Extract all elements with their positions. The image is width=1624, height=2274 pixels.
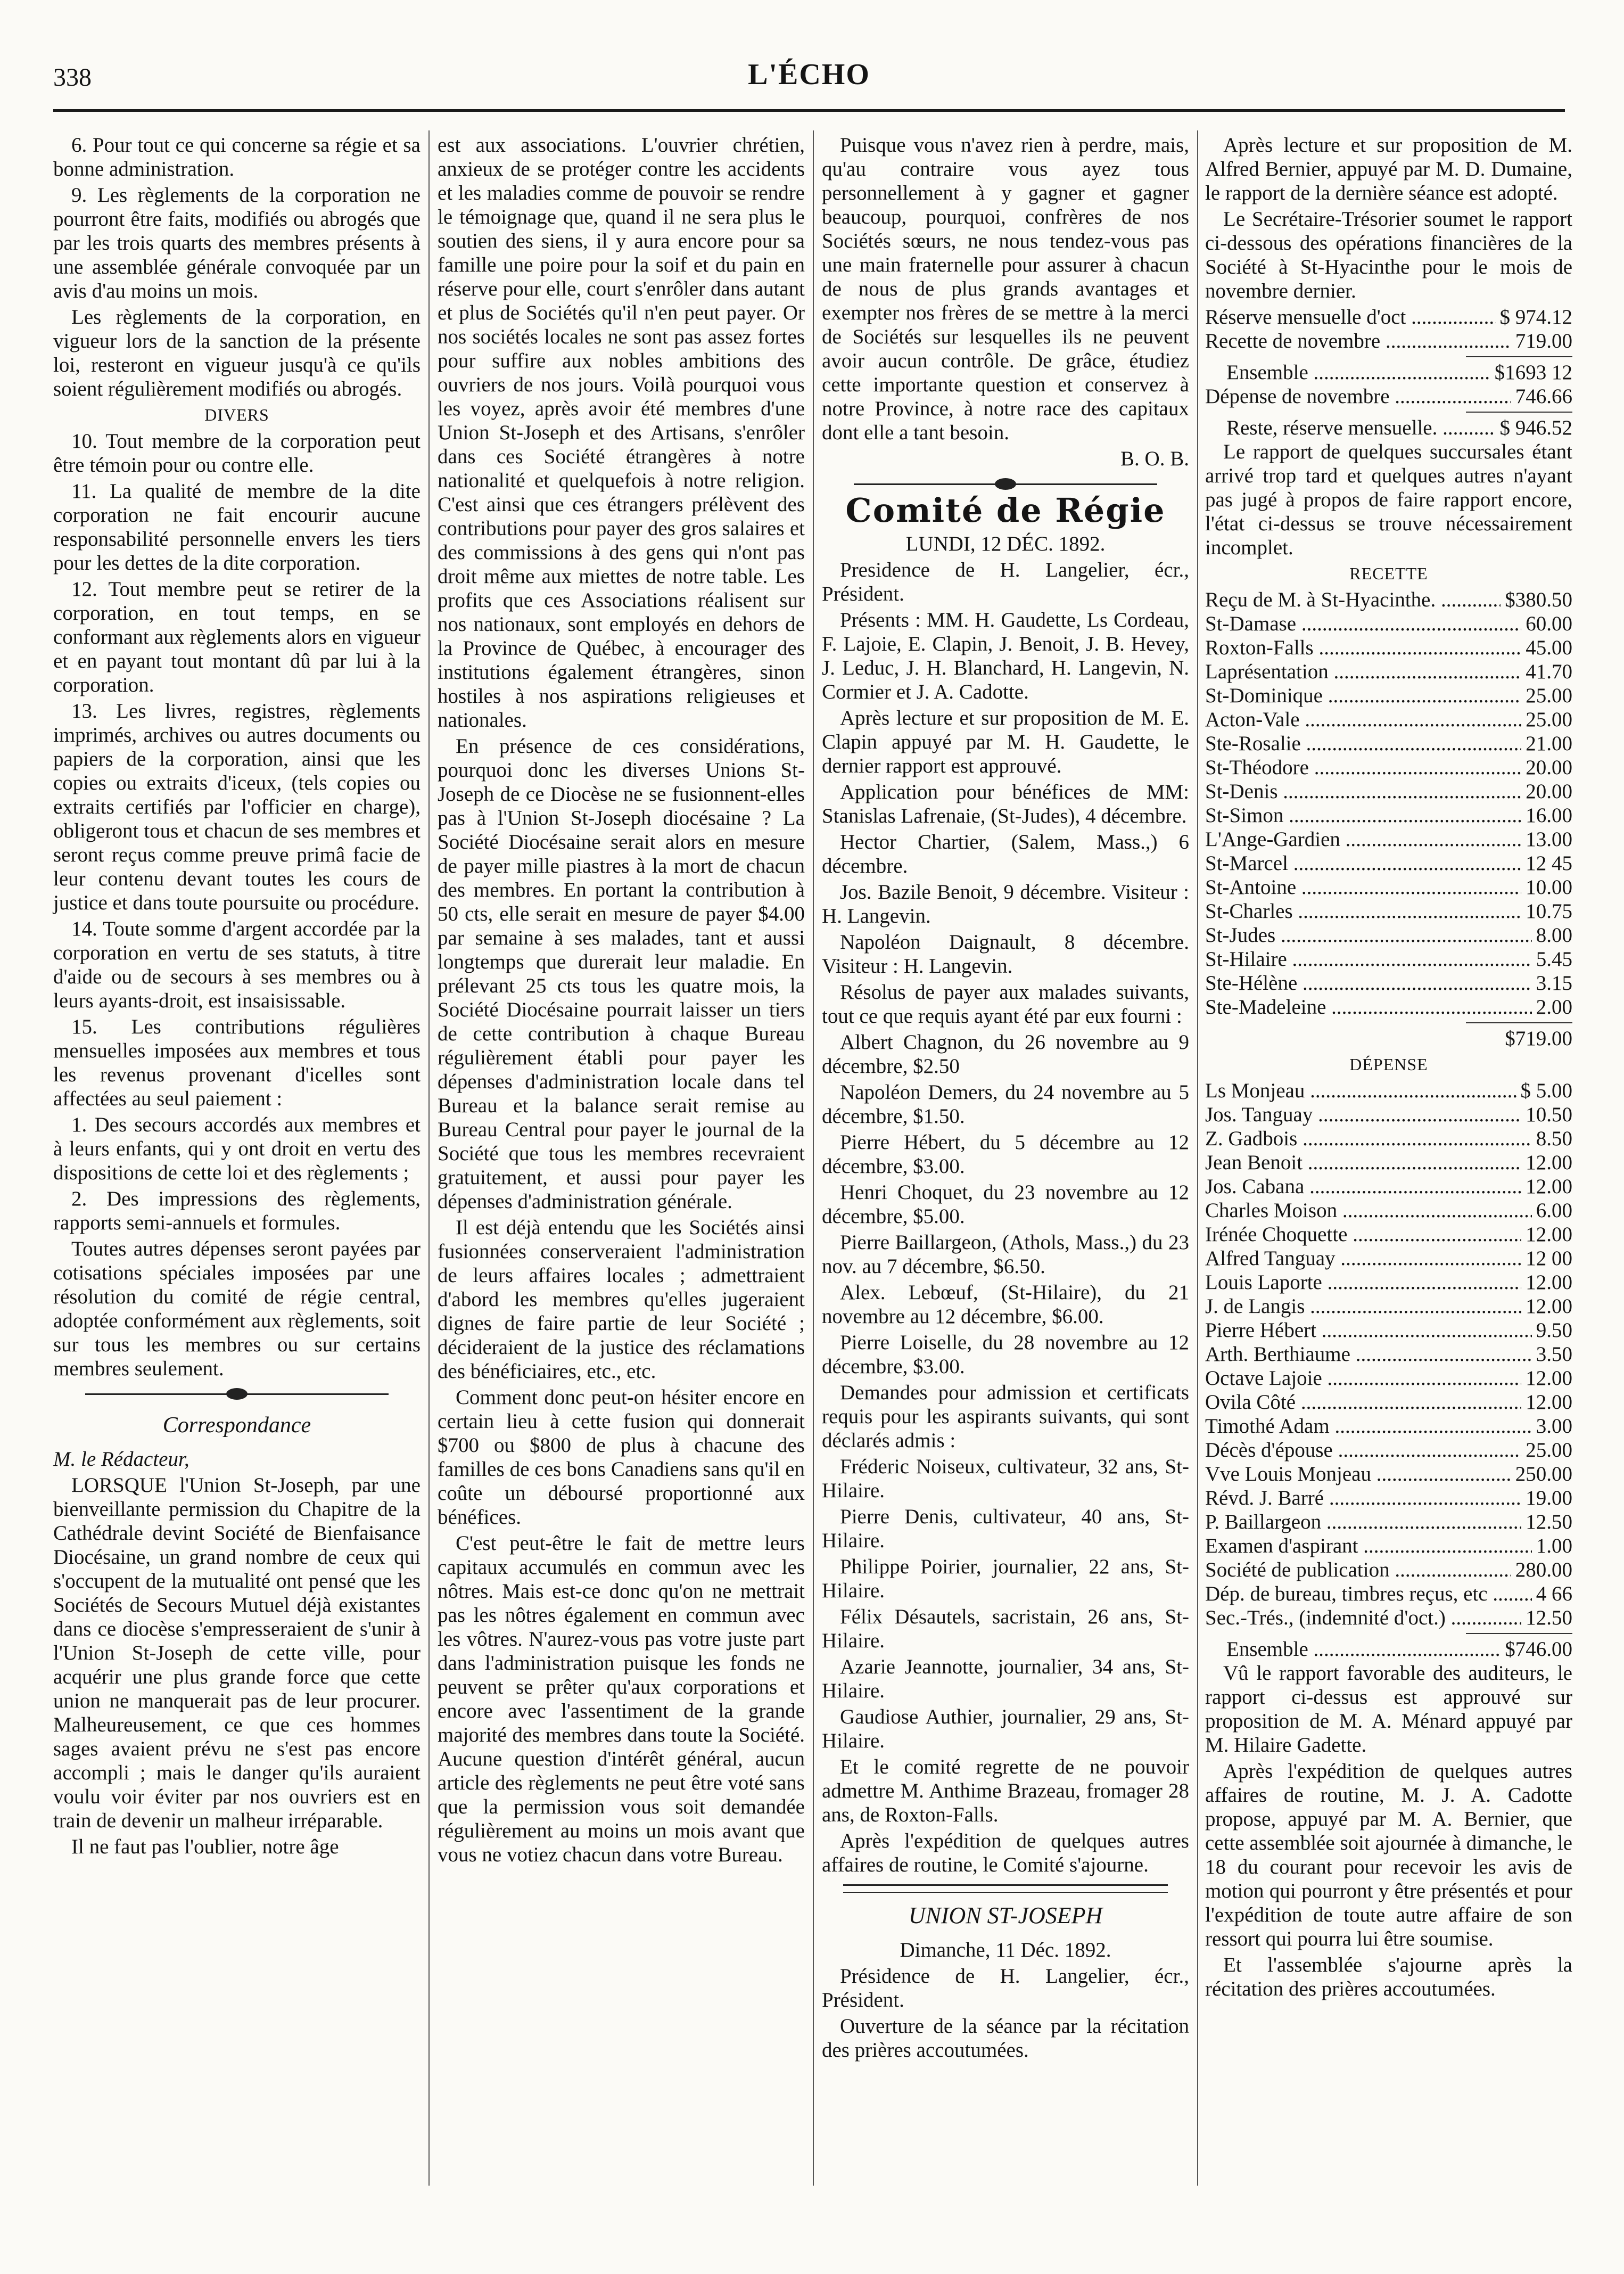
ledger-label: Alfred Tanguay ..... xyxy=(1205,1246,1521,1270)
meeting-date: LUNDI, 12 DÉC. 1892. xyxy=(905,532,1106,555)
column-2 xyxy=(438,133,805,1869)
ledger-label: Dép. de bureau, timbres reçus, etc ..... xyxy=(1205,1582,1532,1606)
ledger-amount: 280.00 xyxy=(1515,1558,1572,1581)
paragraph: 1. Des secours accordés aux membres et à leurs enfants, qui y ont droit en vertu des dispositions de cette loi et des règlements ; xyxy=(53,1113,421,1184)
paragraph: Henri Choquet, du 23 novembre au 12 décembre, $5.00. xyxy=(822,1181,1189,1228)
column-4 xyxy=(1205,133,1572,2003)
ledger-row xyxy=(1205,1246,1572,1270)
ledger-row xyxy=(1205,708,1572,732)
ledger-row xyxy=(1205,612,1572,636)
paragraph: Napoléon Daignault, 8 décembre. Visiteur : H. Langevin. xyxy=(822,931,1189,978)
paragraph: Il ne faut pas l'oublier, notre âge xyxy=(71,1835,339,1858)
section-label: DIVERS xyxy=(204,405,269,424)
ledger-row xyxy=(1205,1462,1572,1486)
paragraph: Albert Chagnon, du 26 novembre au 9 décembre, $2.50 xyxy=(822,1031,1189,1078)
ledger-row xyxy=(1205,1175,1572,1198)
ledger-label: Recette de novembre ..... xyxy=(1205,329,1511,353)
paragraph: Toutes autres dépenses seront payées par cotisations spéciales imposées par une résolution du comité de régie central, adoptée conformément aux règlements, soit sur tous les membres ou sur certains membres seulement. xyxy=(53,1237,421,1380)
paragraph: 6. Pour tout ce qui concerne sa régie et sa bonne administration. xyxy=(53,134,421,180)
paragraph: Presidence de H. Langelier, écr., Président. xyxy=(822,559,1189,605)
sum-rule xyxy=(1466,1633,1572,1634)
ledger-row xyxy=(1205,779,1572,803)
ledger-label: St-Dominique ..... xyxy=(1205,684,1521,708)
ledger-label: Société de publication ..... xyxy=(1205,1558,1511,1582)
ledger-amount: 12 45 xyxy=(1526,852,1572,875)
ledger-label: Z. Gadbois ..... xyxy=(1205,1127,1532,1151)
ledger-amount: 10.75 xyxy=(1526,900,1572,923)
paragraph: 11. La qualité de membre de la dite corporation ne fait encourir aucune responsabilité personnelle envers les tiers pour les dettes de la dite corporation. xyxy=(53,480,421,574)
ledger-row xyxy=(1205,947,1572,971)
ledger-label: J. de Langis ..... xyxy=(1205,1294,1521,1318)
paragraph: 12. Tout membre peut se retirer de la corporation, en tout temps, en se conformant aux règlements alors en vigueur et en payant tout montant dû par lui à la corporation. xyxy=(53,578,421,696)
ledger-label: St-Denis ..... xyxy=(1205,779,1521,803)
recette-list xyxy=(1205,588,1572,1019)
ledger-label: St-Théodore ..... xyxy=(1205,756,1521,779)
paragraph: Pierre Denis, cultivateur, 40 ans, St-Hilaire. xyxy=(822,1505,1189,1552)
paragraph: Hector Chartier, (Salem, Mass.,) 6 décembre. xyxy=(822,831,1189,877)
ledger-row xyxy=(1205,899,1572,923)
column-divider xyxy=(813,130,814,2186)
ledger-label: Ste-Hélène ..... xyxy=(1205,971,1532,995)
paragraph: Alex. Lebœuf, (St-Hilaire), du 21 novembre au 12 décembre, $6.00. xyxy=(822,1281,1189,1328)
ledger-row xyxy=(1205,684,1572,708)
ledger-label: St-Hilaire ..... xyxy=(1205,947,1532,971)
paragraph: Il est déjà entendu que les Sociétés ainsi fusionnées conserveraient l'administration de leurs affaires locales ; admettraient d'abord les membres qu'elles jugeraient dignes de faire partie de leur Société ; décideraient de la justice des réclamations des bénéficiaires, etc., etc. xyxy=(438,1216,805,1383)
ledger-row xyxy=(1205,803,1572,827)
ledger-label: Louis Laporte ..... xyxy=(1205,1270,1521,1294)
ledger-row xyxy=(1205,1534,1572,1558)
ledger-label: Timothé Adam ..... xyxy=(1205,1414,1532,1438)
ledger-row xyxy=(1205,923,1572,947)
section-heading: Correspondance xyxy=(162,1413,311,1438)
paragraph: Félix Désautels, sacristain, 26 ans, St-Hilaire. xyxy=(822,1605,1189,1652)
paragraph: Puisque vous n'avez rien à perdre, mais, qu'au contraire vous ayez tous personnellement à y gagner et gagner beaucoup, pourquoi, confrères de nos Sociétés sœurs, ne nous tendez-vous pas une main fraternelle pour assurer à chacun de nous de plus grands avantages et exempter nos frères de se mettre à la merci de Sociétés sur lesquelles ils ne peuvent avoir aucun contrôle. De grâce, étudiez cette importante question et conservez à notre Province, à notre race des capitaux dont elle a tant besoin. xyxy=(822,134,1189,444)
ledger-row xyxy=(1205,1390,1572,1414)
ledger-amount: 12.50 xyxy=(1526,1510,1572,1533)
column-3 xyxy=(822,133,1189,2064)
ledger-row xyxy=(1205,1606,1572,1630)
sum-rule xyxy=(1466,1022,1572,1023)
ledger-label: Vve Louis Monjeau ..... xyxy=(1205,1462,1511,1486)
ledger-label: Arth. Berthiaume ..... xyxy=(1205,1342,1532,1366)
column-divider xyxy=(428,130,430,2186)
paragraph: Après lecture et sur proposition de M. Alfred Bernier, appuyé par M. D. Dumaine, le rapport de la dernière séance est adopté. xyxy=(1205,134,1572,204)
depense-list xyxy=(1205,1079,1572,1630)
ledger-amount: 12.50 xyxy=(1526,1606,1572,1629)
ledger-amount: $ 974.12 xyxy=(1499,306,1572,329)
paragraph: Le Secrétaire-Trésorier soumet le rapport ci-dessous des opérations financières de la Société à St-Hyacinthe pour le mois de novembre dernier. xyxy=(1205,208,1572,302)
paragraph: Les règlements de la corporation, en vigueur lors de la sanction de la présente loi, resteront en vigueur jusqu'à ce qu'ils soient régulièrement modifiés ou abrogés. xyxy=(53,306,421,400)
paragraph: Présents : MM. H. Gaudette, Ls Cordeau, F. Lajoie, E. Clapin, J. Benoit, J. B. Hevey, J. Leduc, J. H. Blanchard, H. Langevin, N. Cormier et J. A. Cadotte. xyxy=(822,609,1189,703)
ledger-label: Réserve mensuelle d'oct ..... xyxy=(1205,305,1496,329)
ledger-amount: $ 946.52 xyxy=(1499,416,1572,439)
ledger-row xyxy=(1205,1510,1572,1534)
section-heading: Comité de Régie xyxy=(845,491,1166,530)
ledger-label: Dépense de novembre ..... xyxy=(1205,384,1511,408)
ledger-label: Octave Lajoie ..... xyxy=(1205,1366,1521,1390)
ledger-amount: 12.00 xyxy=(1526,1367,1572,1390)
ledger-amount: 5.45 xyxy=(1536,948,1572,971)
ledger-label: Pierre Hébert ..... xyxy=(1205,1318,1532,1342)
signature: B. O. B. xyxy=(1120,447,1189,470)
paragraph: Pierre Baillargeon, (Athols, Mass.,) du 23 nov. au 7 décembre, $6.50. xyxy=(822,1231,1189,1278)
ledger-row xyxy=(1205,1438,1572,1462)
ledger-row xyxy=(1205,1558,1572,1582)
paragraph: Application pour bénéfices de MM: Stanislas Lafrenaie, (St-Judes), 4 décembre. xyxy=(822,781,1189,827)
sum-rule xyxy=(1466,356,1572,357)
ledger-label: St-Judes ..... xyxy=(1205,923,1532,947)
paragraph: 2. Des impressions des règlements, rapports semi-annuels et formules. xyxy=(53,1187,421,1234)
ledger-label: P. Baillargeon ..... xyxy=(1205,1510,1521,1534)
ledger-label: Sec.-Trés., (indemnité d'oct.) ..... xyxy=(1205,1606,1521,1630)
ledger-row xyxy=(1205,827,1572,851)
ledger-amount: 3.00 xyxy=(1536,1415,1572,1438)
paragraph: Pierre Loiselle, du 28 novembre au 12 décembre, $3.00. xyxy=(822,1331,1189,1378)
paragraph: Ouverture de la séance par la récitation des prières accoutumées. xyxy=(822,2015,1189,2062)
ledger-row xyxy=(1205,1318,1572,1342)
ledger-amount: 10.50 xyxy=(1526,1103,1572,1126)
ledger-row xyxy=(1205,360,1572,384)
paragraph: 10. Tout membre de la corporation peut être témoin pour ou contre elle. xyxy=(53,430,421,477)
ledger-label: L'Ange-Gardien ..... xyxy=(1205,827,1521,851)
ledger-label: Examen d'aspirant ..... xyxy=(1205,1534,1532,1558)
ledger-label: Ste-Rosalie ..... xyxy=(1205,732,1521,756)
ledger-row xyxy=(1205,1294,1572,1318)
paragraph: En présence de ces considérations, pourquoi donc les diverses Unions St-Joseph de ce Diocèse ne se fusionnent-elles pas à l'Union St-Joseph diocésaine ? La Société Diocésaine serait alors en mesure de payer mille piastres à la mort de chacun des membres. En portant la contribution à 50 cts, elle serait en mesure de payer $4.00 par semaine à ses malades, tant et aussi longtemps que durerait leur maladie. En prélevant 25 cts tous les quatre mois, la Société Diocésaine pourrait laisser un tiers de cette contribution à chaque Bureau régulièrement établi pour payer les dépenses d'administration locale dans tel Bureau et la balance serait remise au Bureau Central pour payer le journal de la Société que tous les membres recevraient gratuitement, et aussi pour payer les dépenses d'administration générale. xyxy=(438,735,805,1213)
ledger-amount: 10.00 xyxy=(1526,876,1572,899)
ledger-amount: 60.00 xyxy=(1526,612,1572,635)
ledger-label: Ls Monjeau ..... xyxy=(1205,1079,1516,1103)
paragraph: Napoléon Demers, du 24 novembre au 5 décembre, $1.50. xyxy=(822,1081,1189,1128)
ledger-row xyxy=(1205,1342,1572,1366)
ledger-row xyxy=(1205,732,1572,756)
ledger-amount: 20.00 xyxy=(1526,780,1572,803)
ledger-label: Reste, réserve mensuelle. ..... xyxy=(1226,416,1496,440)
ledger-amount: 3.15 xyxy=(1536,972,1572,995)
ledger-row xyxy=(1205,416,1572,440)
ledger-row xyxy=(1205,660,1572,684)
ledger-amount: 25.00 xyxy=(1526,1439,1572,1462)
paragraph: 9. Les règlements de la corporation ne pourront être faits, modifiés ou abrogés que par les trois quarts des membres présents à une assemblée générale convoquée par un avis d'au moins un mois. xyxy=(53,184,421,302)
ledger-amount: 12.00 xyxy=(1526,1223,1572,1246)
paragraph: Gaudiose Authier, journalier, 29 ans, St-Hilaire. xyxy=(822,1705,1189,1752)
ledger-label: Acton-Vale ..... xyxy=(1205,708,1521,732)
ledger-label: Révd. J. Barré ..... xyxy=(1205,1486,1521,1510)
ledger-amount: 719.00 xyxy=(1515,330,1572,352)
ledger-amount: 9.50 xyxy=(1536,1319,1572,1342)
ledger-amount: 1.00 xyxy=(1536,1534,1572,1557)
ledger-amount: $ 5.00 xyxy=(1520,1079,1572,1102)
salutation: M. le Rédacteur, xyxy=(53,1448,189,1471)
sum-rule xyxy=(1466,412,1572,413)
ledger-label: St-Simon ..... xyxy=(1205,803,1521,827)
ledger-row xyxy=(1205,305,1572,329)
recette-total: $719.00 xyxy=(1505,1027,1572,1050)
ledger-label: St-Antoine ..... xyxy=(1205,875,1521,899)
paragraph: Présidence de H. Langelier, écr., Président. xyxy=(822,1965,1189,2012)
paragraph: Azarie Jeannotte, journalier, 34 ans, St-Hilaire. xyxy=(822,1655,1189,1702)
ledger-row xyxy=(1205,1222,1572,1246)
ledger-label: St-Charles ..... xyxy=(1205,899,1521,923)
ledger-amount: 12 00 xyxy=(1526,1247,1572,1270)
double-rule xyxy=(843,1884,1168,1893)
paragraph: Jos. Bazile Benoit, 9 décembre. Visiteur : H. Langevin. xyxy=(822,881,1189,927)
paragraph: Résolus de payer aux malades suivants, tout ce que requis ayant été par eux fourni : xyxy=(822,981,1189,1028)
paragraph: Après lecture et sur proposition de M. E. Clapin appuyé par M. H. Gaudette, le dernier rapport est approuvé. xyxy=(822,707,1189,777)
journal-title: L'ÉCHO xyxy=(748,58,870,91)
ledger-row xyxy=(1205,1079,1572,1103)
ledger-label: Ste-Madeleine ..... xyxy=(1205,995,1532,1019)
ledger-row xyxy=(1205,636,1572,660)
paragraph: 13. Les livres, registres, règlements imprimés, archives ou autres documents ou papiers de la corporation, ainsi que les copies ou extraits d'iceux, (tels copies ou extraits certifiés par l'officier en charge), obligeront tous et chacun de ses membres et seront reçus comme preuve primâ facie de leur contenu devant toutes les cours de justice et dans toute poursuite ou procédure. xyxy=(53,700,421,914)
paragraph: Philippe Poirier, journalier, 22 ans, St-Hilaire. xyxy=(822,1555,1189,1602)
ledger-amount: $1693 12 xyxy=(1494,361,1572,384)
page-header xyxy=(53,58,1565,105)
ledger-amount: 8.00 xyxy=(1536,924,1572,947)
paragraph: Demandes pour admission et certificats requis pour les aspirants suivants, qui sont déclarés admis : xyxy=(822,1381,1189,1452)
ledger-amount: 4 66 xyxy=(1536,1582,1572,1605)
ledger-row xyxy=(1205,329,1572,353)
paragraph: est aux associations. L'ouvrier chrétien, anxieux de se protéger contre les accidents et les maladies comme de pouvoir se rendre le témoignage que, quand il ne sera plus le soutien des siens, il y aura encore pour sa famille une poire pour la soif et du pain en réserve pour elle, court s'enrôler dans autant et plus de Sociétés qu'il n'en peut payer. Or nos sociétés locales ne sont pas assez fortes pour suffire aux nobles ambitions des ouvriers de nos jours. Voilà pourquoi vous les voyez, après avoir été membres d'une Union St-Joseph et des Artisans, s'enrôler dans ces Société étrangères à notre nationalité et quelquefois à notre religion. C'est ainsi que ces étrangers prélèvent des contributions pour payer des gros salaires et des commissions à des gens qui n'ont pas droit même aux miettes de notre table. Les profits que ces Associations réalisent sur nos nationaux, sont employés en dehors de la Province de Québec, à encourager des institutions également étrangères, sinon hostiles à nos aspirations religieuses et nationales. xyxy=(438,134,805,732)
ledger-row xyxy=(1205,1637,1572,1661)
ledger-row xyxy=(1205,1582,1572,1606)
ledger-label: Ensemble ..... xyxy=(1226,360,1490,384)
ledger-row xyxy=(1205,995,1572,1019)
ledger-row xyxy=(1205,875,1572,899)
section-label: DÉPENSE xyxy=(1349,1055,1428,1074)
ledger-amount: 2.00 xyxy=(1536,996,1572,1019)
paragraph: 14. Toute somme d'argent accordée par la corporation en vertu de ses statuts, à titre d'aide ou de secours à ses membres ou à leurs ayants-droit, est insaisissable. xyxy=(53,917,421,1012)
ledger-label: Irénée Choquette ..... xyxy=(1205,1222,1521,1246)
ledger-label: Ovila Côté ..... xyxy=(1205,1390,1521,1414)
header-rule xyxy=(53,109,1565,112)
ledger-amount: 250.00 xyxy=(1515,1463,1572,1485)
ledger-row xyxy=(1205,1127,1572,1151)
ledger-label: Jean Benoit ..... xyxy=(1205,1151,1521,1175)
ledger-row xyxy=(1205,1414,1572,1438)
ledger-row xyxy=(1205,1270,1572,1294)
paragraph: Le rapport de quelques succursales étant arrivé trop tard et quelques autres n'ayant pas jugé à propos de faire rapport encore, l'état ci-dessus se trouve nécessairement incomplet. xyxy=(1205,440,1572,559)
ledger-label: Roxton-Falls ..... xyxy=(1205,636,1521,660)
ledger-amount: 16.00 xyxy=(1526,804,1572,827)
ledger-row xyxy=(1205,384,1572,408)
ledger-label: Laprésentation ..... xyxy=(1205,660,1521,684)
column-divider xyxy=(1197,130,1198,2186)
ledger-amount: 13.00 xyxy=(1526,828,1572,851)
ledger-amount: 12.00 xyxy=(1526,1391,1572,1414)
ledger-label: Ensemble ..... xyxy=(1226,1637,1501,1661)
ledger-row xyxy=(1205,851,1572,875)
ledger-amount: 19.00 xyxy=(1526,1487,1572,1509)
ledger-label: St-Damase ..... xyxy=(1205,612,1521,636)
ledger-amount: 12.00 xyxy=(1526,1295,1572,1318)
paragraph: Vû le rapport favorable des auditeurs, le rapport ci-dessus est approuvé sur proposition de M. A. Ménard appuyé par M. Hilaire Gadette. xyxy=(1205,1662,1572,1756)
ledger-amount: 21.00 xyxy=(1526,732,1572,755)
section-heading: UNION ST-JOSEPH xyxy=(908,1902,1103,1928)
ledger-amount: 41.70 xyxy=(1526,660,1572,683)
ledger-amount: $746.00 xyxy=(1505,1638,1572,1661)
ledger-amount: 3.50 xyxy=(1536,1343,1572,1366)
paragraph: LORSQUE l'Union St-Joseph, par une bienveillante permission du Chapitre de la Cathédrale devint Société de Bienfaisance Diocésaine, un grand nombre de ceux qui s'occupent de la mutualité ont pensé que les Sociétés de Secours Mutuel déjà existantes dans ce diocèse s'empresseraient de s'unir à l'Union St-Joseph de cette ville, pour acquérir une plus grande force que cette union ne manquerait pas de leur procurer. Malheureusement, ce que ces hommes sages avaient prévu ne s'est pas encore accompli ; mais le danger qu'ils auraient voulu voir éviter par nos ouvriers est en train de devenir un malheur irréparable. xyxy=(53,1474,421,1832)
ledger-row xyxy=(1205,1103,1572,1127)
ledger-label: Jos. Cabana ..... xyxy=(1205,1175,1521,1198)
paragraph: C'est peut-être le fait de mettre leurs capitaux accumulés en commun avec les nôtres. Mais est-ce donc qu'on ne mettrait pas les nôtres également en commun avec les vôtres. N'aurez-vous pas votre juste part dans l'administration puisque les fonds ne peuvent se prêter qu'aux corporations et encore avec l'assentiment de la grande majorité des membres dans toute la Société. Aucune question d'intérêt général, aucun article des règlements ne peut être voté sans que la permission vous soit demandée régulièrement au moins un mois avant que vous ne votiez chacun dans votre Bureau. xyxy=(438,1532,805,1866)
ledger-amount: 8.50 xyxy=(1536,1127,1572,1150)
ledger-amount: 12.00 xyxy=(1526,1175,1572,1198)
ledger-amount: 45.00 xyxy=(1526,636,1572,659)
ledger-row xyxy=(1205,588,1572,612)
ledger-label: Décès d'épouse ..... xyxy=(1205,1438,1521,1462)
ledger-row xyxy=(1205,1198,1572,1222)
ornament-divider xyxy=(854,476,1157,492)
paragraph: Fréderic Noiseux, cultivateur, 32 ans, St-Hilaire. xyxy=(822,1455,1189,1502)
paragraph: 15. Les contributions régulières mensuelles imposées aux membres et tous les revenus provenant d'icelles sont affectées au seul paiement : xyxy=(53,1015,421,1110)
ledger-amount: 6.00 xyxy=(1536,1199,1572,1222)
paragraph: Et l'assemblée s'ajourne après la récitation des prières accoutumées. xyxy=(1205,1953,1572,2000)
ledger-label: Jos. Tanguay ..... xyxy=(1205,1103,1521,1127)
ledger-amount: $380.50 xyxy=(1505,588,1572,611)
ledger-label: Charles Moison ..... xyxy=(1205,1198,1532,1222)
ledger-amount: 20.00 xyxy=(1526,756,1572,779)
ledger-amount: 25.00 xyxy=(1526,684,1572,707)
page-number: 338 xyxy=(53,63,92,92)
meeting-date: Dimanche, 11 Déc. 1892. xyxy=(900,1939,1111,1961)
paragraph: Et le comité regrette de ne pouvoir admettre M. Anthime Brazeau, fromager 28 ans, de Roxton-Falls. xyxy=(822,1755,1189,1826)
column-1 xyxy=(53,133,421,1861)
ledger-amount: 12.00 xyxy=(1526,1271,1572,1294)
ledger-row xyxy=(1205,756,1572,779)
ledger-row xyxy=(1205,1486,1572,1510)
paragraph: Après l'expédition de quelques autres affaires de routine, M. J. A. Cadotte propose, appuyé par M. A. Bernier, que cette assemblée soit ajournée à dimanche, le 18 du courant pour recevoir les avis de motion qui pourront y être présentés et pour l'expédition de toute autre affaire de son ressort qui pourra lui être soumise. xyxy=(1205,1760,1572,1950)
ledger-row xyxy=(1205,1151,1572,1175)
ledger-amount: 746.66 xyxy=(1515,385,1572,408)
paragraph: Comment donc peut-on hésiter encore en certain lieu à cette fusion qui donnerait $700 ou $800 de plus à chacune des familles de ces bons Canadiens sans qu'il en coûte un déboursé proportionné aux bénéfices. xyxy=(438,1386,805,1529)
paragraph: Pierre Hébert, du 5 décembre au 12 décembre, $3.00. xyxy=(822,1131,1189,1178)
ledger-label: St-Marcel ..... xyxy=(1205,851,1521,875)
ledger-amount: 12.00 xyxy=(1526,1151,1572,1174)
section-label: RECETTE xyxy=(1349,564,1428,583)
ledger-amount: 25.00 xyxy=(1526,708,1572,731)
ledger-label: Reçu de M. à St-Hyacinthe. ..... xyxy=(1205,588,1501,612)
paragraph: Après l'expédition de quelques autres affaires de routine, le Comité s'ajourne. xyxy=(822,1829,1189,1876)
ledger-row xyxy=(1205,1366,1572,1390)
ornament-divider xyxy=(85,1386,389,1402)
ledger-row xyxy=(1205,971,1572,995)
